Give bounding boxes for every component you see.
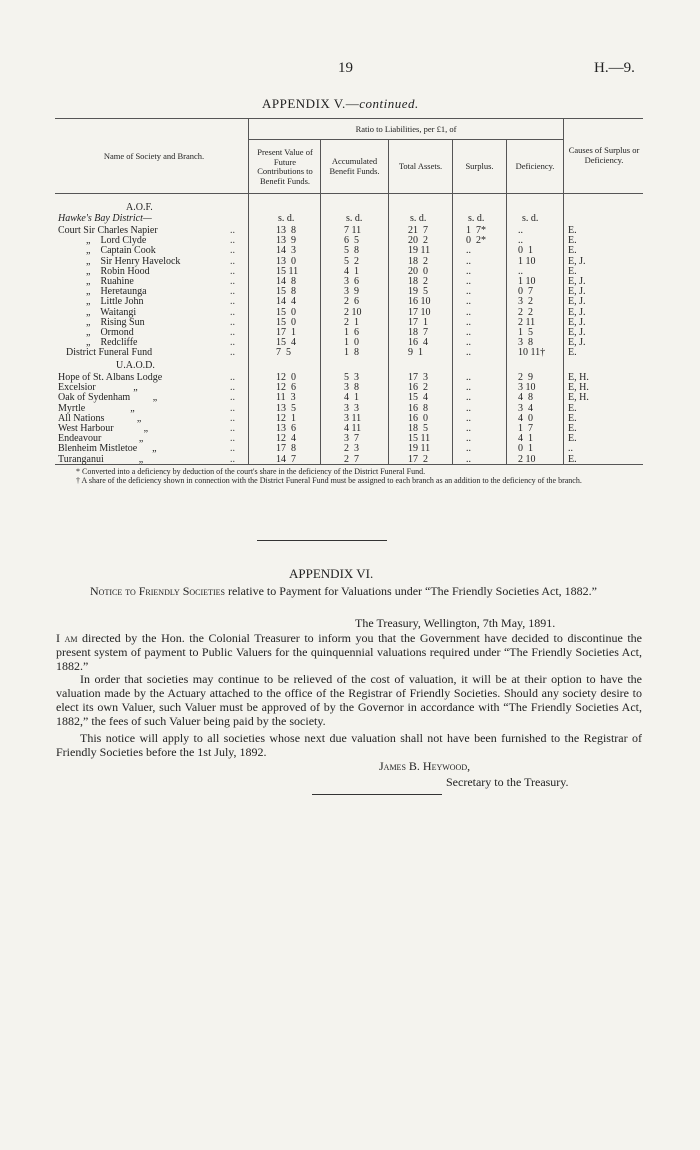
leader-dots: .. [230, 225, 235, 236]
leader-dots: .. [230, 443, 235, 455]
cell-deficiency: 4 1 [518, 433, 533, 445]
cell-deficiency: 4 8 [518, 392, 533, 404]
cell-surplus: .. [466, 382, 471, 394]
district-heading: Hawke's Bay District— [58, 213, 152, 224]
cell-present: 15 4 [276, 337, 296, 349]
paragraph-1-lead: I am [56, 631, 78, 645]
cell-surplus: .. [466, 412, 471, 424]
cell-surplus: .. [466, 245, 471, 257]
cell-deficiency: .. [518, 235, 523, 247]
cell-present: 17 1 [276, 327, 296, 338]
cell-total: 20 0 [408, 265, 428, 277]
cell-total: 19 5 [408, 286, 428, 298]
cell-cause: E, J. [568, 296, 586, 308]
cell-present: 12 6 [276, 382, 296, 394]
cell-present: 15 0 [276, 316, 296, 328]
cell-present: 15 8 [276, 286, 296, 298]
cell-cause: E. [568, 402, 577, 414]
row-name: „ Waitangi [86, 306, 137, 318]
cell-cause: E. [568, 423, 577, 434]
cell-present: 14 7 [276, 453, 296, 465]
cell-deficiency: 3 4 [518, 402, 533, 414]
leader-dots: .. [230, 423, 235, 434]
cell-surplus: 1 7* [466, 225, 486, 236]
cell-accum: 2 1 [344, 316, 359, 328]
cell-deficiency: 2 10 [518, 453, 536, 465]
leader-dots: .. [230, 327, 235, 338]
row-name: Oak of Sydenham „ [58, 392, 158, 404]
cell-total: 17 3 [408, 372, 428, 383]
row-name: „ Little John [86, 296, 144, 308]
cell-total: 19 11 [408, 443, 431, 455]
unit-label: s. d. [522, 213, 539, 224]
cell-present: 12 4 [276, 433, 296, 445]
cell-deficiency: 1 7 [518, 423, 533, 434]
cell-accum: 3 9 [344, 286, 359, 298]
cell-deficiency: 1 10 [518, 276, 536, 287]
cell-accum: 6 5 [344, 235, 359, 247]
leader-dots: .. [230, 337, 235, 349]
page-reference: H.—9. [594, 60, 635, 76]
cell-accum: 2 3 [344, 443, 359, 455]
footnote-share: † A share of the deficiency shown in connection with the District Funeral Fund must be assigned to each branch as an addition to the deficiency of the branch. [76, 476, 582, 485]
appendix-5-title-main: APPENDIX V.— [262, 96, 360, 111]
row-name: „ Lord Clyde [86, 235, 147, 247]
cell-deficiency: 1 5 [518, 327, 533, 338]
cell-accum: 3 8 [344, 382, 359, 394]
leader-dots: .. [230, 347, 235, 359]
unit-label: s. d. [410, 213, 427, 224]
cell-surplus: .. [466, 276, 471, 287]
leader-dots: .. [230, 306, 235, 318]
cell-total: 18 2 [408, 255, 428, 267]
paragraph-2: In order that societies may continue to be relieved of the cost of valuation, it will be at their option to have the valuation made by the Actuary attached to the office of the Registrar of Friendly Societies. Should any society desire to elect its own Valuer, such Valuer must be approved of by the Governor in accordance with “The Friendly Societies Act, 1882,” the fees of such Valuer being paid by the society. [56, 672, 642, 728]
cell-cause: E. [568, 245, 577, 257]
cell-cause: E. [568, 265, 577, 277]
cell-deficiency: 2 2 [518, 306, 533, 318]
row-name: Turanganui „ [58, 453, 144, 465]
row-name: „ Ormond [86, 327, 134, 338]
cell-total: 21 7 [408, 225, 428, 236]
cell-total: 17 10 [408, 306, 431, 318]
cell-total: 15 11 [408, 433, 431, 445]
leader-dots: .. [230, 372, 235, 383]
cell-total: 18 5 [408, 423, 428, 434]
paragraph-1-text: directed by the Hon. the Colonial Treasurer to inform you that the Government have decided to discontinue the present system of payment to Public Valuers for the quinquennial valuations required under “The Friendly Societies Act, 1882.” [56, 631, 643, 673]
cell-accum: 1 0 [344, 337, 359, 349]
cell-total: 16 2 [408, 382, 428, 394]
leader-dots: .. [230, 255, 235, 267]
leader-dots: .. [230, 412, 235, 424]
cell-cause: E. [568, 453, 577, 465]
cell-surplus: .. [466, 402, 471, 414]
cell-total: 16 10 [408, 296, 431, 308]
footnote-converted: * Converted into a deficiency by deduction of the court's share in the deficiency of the District Funeral Fund. [76, 467, 426, 476]
cell-surplus: .. [466, 347, 471, 359]
cell-cause: E. [568, 225, 577, 236]
row-name: Blenheim Mistletoe „ [58, 443, 157, 455]
cell-accum: 2 10 [344, 306, 362, 318]
col-header-ratio: Ratio to Liabilities, per £1, of [355, 124, 457, 134]
cell-cause: E, J. [568, 337, 586, 349]
row-name: „ Sir Henry Havelock [86, 255, 181, 267]
row-name: All Nations „ [58, 412, 142, 424]
cell-surplus: .. [466, 453, 471, 465]
row-name: „ Redcliffe [86, 337, 138, 349]
leader-dots: .. [230, 402, 235, 414]
paragraph-1 [56, 631, 642, 673]
col-header-present-value: Present Value of Future Contributions to Benefit Funds. [257, 147, 313, 186]
col-header-surplus: Surplus. [465, 161, 494, 171]
cell-deficiency: 1 10 [518, 255, 536, 267]
cell-present: 15 11 [276, 265, 299, 277]
cell-surplus: .. [466, 443, 471, 455]
cell-deficiency: 2 9 [518, 372, 533, 383]
group-heading-uaod: U.A.O.D. [116, 360, 155, 371]
cell-present: 13 9 [276, 235, 296, 247]
cell-deficiency: 0 7 [518, 286, 533, 298]
cell-deficiency: 0 1 [518, 443, 533, 455]
cell-accum: 3 7 [344, 433, 359, 445]
page-number: 19 [338, 60, 353, 76]
cell-deficiency: 3 10 [518, 382, 536, 394]
cell-deficiency: 3 8 [518, 337, 533, 349]
cell-total: 19 11 [408, 245, 431, 257]
signature-name: James B. Heywood, [379, 759, 471, 773]
cell-present: 14 3 [276, 245, 296, 257]
cell-accum: 4 1 [344, 265, 359, 277]
cell-total: 17 2 [408, 453, 428, 465]
leader-dots: .. [230, 286, 235, 298]
cell-deficiency: 3 2 [518, 296, 533, 308]
leader-dots: .. [230, 316, 235, 328]
appendix-5-title [262, 96, 419, 112]
cell-accum: 3 3 [344, 402, 359, 414]
unit-label: s. d. [278, 213, 295, 224]
cell-cause: E. [568, 412, 577, 424]
leader-dots: .. [230, 276, 235, 287]
cell-cause: E, J. [568, 306, 586, 318]
row-name: „ Ruahine [86, 276, 134, 287]
leader-dots: .. [230, 265, 235, 277]
cell-cause: E, J. [568, 316, 586, 328]
cell-cause: .. [568, 443, 573, 455]
cell-deficiency: 4 0 [518, 412, 533, 424]
col-header-causes: Causes of Surplus or Deficiency. [568, 145, 640, 165]
leader-dots: .. [230, 382, 235, 394]
leader-dots: .. [230, 235, 235, 247]
leader-dots: .. [230, 433, 235, 445]
leader-dots: .. [230, 296, 235, 308]
cell-accum: 3 11 [344, 412, 362, 424]
cell-present: 13 8 [276, 225, 296, 236]
cell-surplus: .. [466, 433, 471, 445]
cell-accum: 1 8 [344, 347, 359, 359]
cell-cause: E, H. [568, 392, 589, 404]
cell-cause: E. [568, 433, 577, 445]
cell-accum: 5 3 [344, 372, 359, 383]
end-rule [312, 794, 442, 795]
cell-accum: 2 7 [344, 453, 359, 465]
cell-surplus: .. [466, 423, 471, 434]
row-name: „ Captain Cook [86, 245, 156, 257]
col-header-deficiency: Deficiency. [515, 161, 555, 171]
cell-surplus: .. [466, 316, 471, 328]
row-name: „ Robin Hood [86, 265, 150, 277]
cell-surplus: .. [466, 306, 471, 318]
cell-deficiency: .. [518, 265, 523, 277]
group-heading-aof: A.O.F. [126, 202, 153, 213]
row-name: Court Sir Charles Napier [58, 225, 158, 236]
cell-accum: 5 8 [344, 245, 359, 257]
unit-label: s. d. [346, 213, 363, 224]
cell-cause: E, J. [568, 276, 586, 287]
row-name: Myrtle „ [58, 402, 135, 414]
row-name: „ Rising Sun [86, 316, 145, 328]
cell-total: 18 2 [408, 276, 428, 287]
cell-surplus: .. [466, 372, 471, 383]
row-name: District Funeral Fund [66, 347, 153, 359]
cell-accum: 4 11 [344, 423, 362, 434]
cell-present: 11 3 [276, 392, 296, 404]
cell-surplus: .. [466, 337, 471, 349]
cell-total: 17 1 [408, 316, 428, 328]
cell-deficiency: 10 11† [518, 347, 546, 359]
cell-surplus: 0 2* [466, 235, 486, 247]
cell-cause: E, J. [568, 327, 586, 338]
cell-total: 9 1 [408, 347, 423, 359]
col-header-total-assets: Total Assets. [398, 161, 443, 171]
cell-cause: E, H. [568, 382, 589, 394]
cell-present: 12 1 [276, 412, 296, 424]
cell-total: 16 0 [408, 412, 428, 424]
cell-present: 14 4 [276, 296, 296, 308]
appendix-6-title: APPENDIX VI. [289, 566, 374, 581]
cell-accum: 5 2 [344, 255, 359, 267]
cell-surplus: .. [466, 392, 471, 404]
cell-present: 13 6 [276, 423, 296, 434]
leader-dots: .. [230, 453, 235, 465]
cell-cause: E, J. [568, 255, 586, 267]
cell-present: 17 8 [276, 443, 296, 455]
cell-accum: 3 6 [344, 276, 359, 287]
row-name: Endeavour „ [58, 433, 144, 445]
notice-heading [90, 584, 650, 599]
cell-total: 18 7 [408, 327, 428, 338]
cell-present: 13 0 [276, 255, 296, 267]
leader-dots: .. [230, 392, 235, 404]
cell-total: 20 2 [408, 235, 428, 247]
signature-title: Secretary to the Treasury. [446, 775, 569, 789]
row-name: Hope of St. Albans Lodge [58, 372, 163, 383]
leader-dots: .. [230, 245, 235, 257]
notice-heading-caps: Notice to Friendly Societies [90, 584, 225, 598]
col-header-name: Name of Society and Branch. [103, 151, 205, 161]
cell-cause: E, J. [568, 286, 586, 298]
separator-rule [257, 540, 387, 541]
cell-cause: E. [568, 347, 577, 359]
cell-surplus: .. [466, 255, 471, 267]
cell-present: 15 0 [276, 306, 296, 318]
appendix-5-title-suffix: continued. [359, 96, 419, 111]
cell-total: 16 8 [408, 402, 428, 414]
place-date: The Treasury, Wellington, 7th May, 1891. [355, 616, 556, 630]
cell-deficiency: .. [518, 225, 523, 236]
cell-deficiency: 0 1 [518, 245, 533, 257]
unit-label: s. d. [468, 213, 485, 224]
cell-surplus: .. [466, 296, 471, 308]
cell-present: 14 8 [276, 276, 296, 287]
cell-surplus: .. [466, 265, 471, 277]
cell-total: 15 4 [408, 392, 428, 404]
cell-deficiency: 2 11 [518, 316, 536, 328]
cell-accum: 4 1 [344, 392, 359, 404]
cell-present: 7 5 [276, 347, 291, 359]
cell-cause: E, H. [568, 372, 589, 383]
cell-cause: E. [568, 235, 577, 247]
row-name: West Harbour „ [58, 423, 149, 434]
paragraph-3: This notice will apply to all societies whose next due valuation shall not have been furnished to the Registrar of Friendly Societies before the 1st July, 1892. [56, 731, 642, 759]
cell-accum: 7 11 [344, 225, 362, 236]
cell-present: 12 0 [276, 372, 296, 383]
cell-surplus: .. [466, 286, 471, 298]
col-header-accumulated: Accumulated Benefit Funds. [329, 156, 380, 176]
notice-heading-rest: relative to Payment for Valuations under “The Friendly Societies Act, 1882.” [224, 584, 597, 598]
cell-present: 13 5 [276, 402, 296, 414]
cell-total: 16 4 [408, 337, 428, 349]
cell-surplus: .. [466, 327, 471, 338]
row-name: „ Heretaunga [86, 286, 147, 298]
row-name: Excelsior „ [58, 382, 138, 394]
cell-accum: 2 6 [344, 296, 359, 308]
cell-accum: 1 6 [344, 327, 359, 338]
